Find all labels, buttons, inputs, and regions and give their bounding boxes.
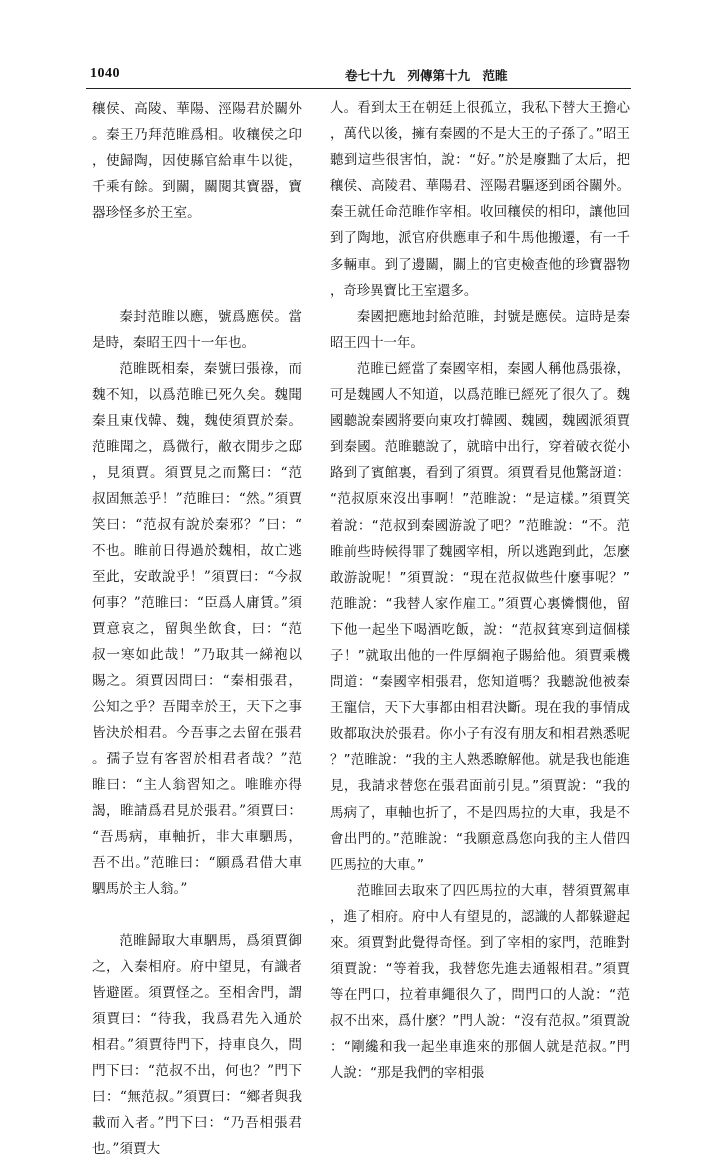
header-rule xyxy=(86,88,631,89)
page-number: 1040 xyxy=(90,66,120,81)
classical-paragraph: 穰侯、高陵、華陽、涇陽君於關外。秦王乃拜范睢爲相。收穰侯之印，使歸陶，因使縣官給車牛以徙，千乘有餘。到關，關閱其寶器，寶器珍怪多於王室。 xyxy=(92,101,302,221)
translation-paragraph: 人。看到太王在朝廷上很孤立，我私下替大王擔心，萬代以後，擁有秦國的不是大王的子孫了。”昭王聽到這些很害怕，說：“好。”於是廢黜了太后，把穰侯、高陵君、華陽君、涇陽君驅逐到函谷關外。秦王就任命范睢作宰相。收回穰侯的相印，讓他回到了陶地，派官府供應車子和牛馬他搬遷，有一千多輛車。到了邊關，關上的官吏檢查他的珍寶器物，奇珍異寶比王室還多。 xyxy=(330,101,630,299)
classical-text-column xyxy=(92,96,302,1162)
page-header xyxy=(60,62,660,86)
running-head: 卷七十九 列傳第十九 范睢 xyxy=(345,68,508,83)
translation-paragraph: 秦國把應地封給范睢，封號是應侯。這時是秦昭王四十一年。 xyxy=(330,309,630,351)
translation-paragraph: 范睢已經當了秦國宰相，秦國人稱他爲張祿，可是魏國人不知道，以爲范睢已經死了很久了。魏國聽說秦國將要向東攻打韓國、魏國，魏國派須賈到秦國。范睢聽說了，就暗中出行，穿着破衣從小路到了賓館裏，看到了須賈。須賈看見他驚訝道：“范叔原來沒出事啊！”范睢說：“是這樣。”須賈笑着說：“范叔到秦國游說了吧？”范睢說：“不。范睢前些時候得罪了魏國宰相，所以逃跑到此，怎麼敢游說呢！”須賈說：“現在范叔做些什麼事呢？”范睢說：“我替人家作雇工。”須賈心裏憐憫他，留下他一起坐下喝酒吃飯，說：“范叔貧寒到這個樣子！”就取出他的一件厚綢袍子賜給他。須賈乘機問道：“秦國宰相張君，您知道嗎？我聽說他被秦王寵信，天下大事都由相君決斷。現在我的事情成敗都取決於張君。你小子有沒有朋友和相君熟悉呢？”范睢說：“我的主人熟悉瞭解他。就是我也能進見，我請求替您在張君面前引見。”須賈說：“我的馬病了，車軸也折了，不是四馬拉的大車，我是不會出門的。”范睢說：“我願意爲您向我的主人借四匹馬拉的大車。” xyxy=(330,361,630,873)
classical-paragraph: 范睢既相秦，秦號曰張祿，而魏不知，以爲范睢已死久矣。魏聞秦且東伐韓、魏，魏使須賈於秦。范睢聞之，爲微行，敝衣閒步之邸，見須賈。須賈見之而驚曰：“范叔固無恙乎！”范睢曰：“然。”須賈笑曰：“范叔有說於秦邪？”曰：“不也。睢前日得過於魏相，故亡逃至此，安敢說乎！”須賈曰：“今叔何事？”范睢曰：“臣爲人庸賃。”須賈意哀之，留與坐飲食，曰：“范叔一寒如此哉！”乃取其一綈袍以賜之。須賈因問曰：“秦相張君，公知之乎？吾聞幸於王，天下之事皆決於相君。今吾事之去留在張君。孺子豈有客習於相君者哉？”范睢曰：“主人翁習知之。唯睢亦得謁，睢請爲君見於張君。”須賈曰：“吾馬病，車軸折，非大車駟馬，吾不出。”范睢曰：“願爲君借大車駟馬於主人翁。” xyxy=(92,361,302,897)
translation-paragraph: 范睢回去取來了四匹馬拉的大車，替須賈駕車，進了相府。府中人有望見的，認識的人都躲避起來。須賈對此覺得奇怪。到了宰相的家門，范睢對須賈說：“等着我，我替您先進去通報相君。”須賈等在門口，拉着車繩很久了，問門口的人說：“范叔不出來，爲什麼？”門人說：“沒有范叔。”須賈說：“剛纔和我一起坐車進來的那個人就是范叔。”門人說：“那是我們的宰相張 xyxy=(330,883,630,1082)
translation-text-column xyxy=(330,96,630,1088)
classical-paragraph: 秦封范睢以應，號爲應侯。當是時，秦昭王四十一年也。 xyxy=(92,309,302,351)
classical-paragraph: 范睢歸取大車駟馬，爲須賈御之，入秦相府。府中望見，有識者皆避匿。須賈怪之。至相舍門，謂須賈曰：“待我，我爲君先入通於相君。”須賈待門下，持車良久，問門下曰：“范叔不出，何也？”門下曰：“無范叔。”須賈曰：“鄉者與我載而入者。”門下曰：“乃吾相張君也。”須賈大 xyxy=(92,933,302,1157)
